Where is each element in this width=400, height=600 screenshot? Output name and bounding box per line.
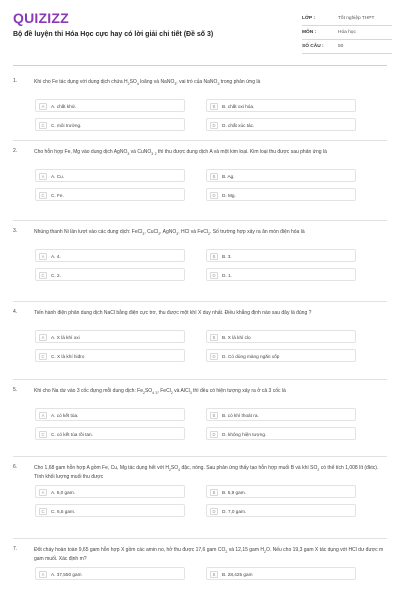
option-text: C. X là khí hiđro [51, 353, 85, 359]
answer-option-b[interactable] [206, 567, 356, 580]
subscript: 4 [136, 82, 139, 86]
answer-option-c[interactable] [35, 349, 185, 362]
option-text: B. có khí thoát ra. [222, 412, 259, 418]
question-text [34, 464, 384, 481]
question-text-part: có thể tích 1,008 lít (đktc). Tính khối lượng muối thu được [34, 465, 379, 480]
subscript: 2 [168, 468, 171, 472]
question-divider [13, 140, 387, 141]
answer-option-a[interactable] [35, 485, 185, 498]
option-letter-box: A [39, 173, 47, 180]
question-text [34, 228, 384, 237]
answer-option-c[interactable] [35, 427, 185, 440]
quizizz-logo: QUIZIZZ [13, 10, 69, 26]
option-letter-box: C [39, 353, 47, 360]
option-letter-box: B [210, 334, 218, 341]
option-letter-box: A [39, 571, 47, 578]
question-text-part: Cho 1,68 gam hỗn hợp A gồm Fe, Cu, Mg tác dụng hết với H [34, 465, 169, 471]
option-text: D. Có dùng màng ngăn xốp [222, 353, 280, 359]
subscript: 3 [155, 391, 158, 395]
answer-option-d[interactable] [206, 427, 356, 440]
option-letter-box: C [39, 272, 47, 279]
option-text: A. 6,0 gam. [51, 489, 75, 495]
option-letter-box: D [210, 122, 218, 129]
question-divider [13, 456, 387, 457]
subscript: 2 [154, 152, 157, 156]
question-number: 3. [13, 228, 18, 234]
option-text: A. 37,550 gam [51, 571, 82, 577]
subscript: 2 [264, 550, 266, 554]
question-text-part: đặc, nóng. Sau phản ứng thấy tạo hỗn hợp muối B và khí SO [180, 465, 318, 471]
meta-count-row [302, 40, 392, 54]
option-text: B. 28,425 gam [222, 571, 253, 577]
option-text: C. Fe. [51, 192, 64, 198]
option-text: C. môi trường. [51, 122, 82, 128]
option-letter-box: C [39, 122, 47, 129]
option-letter-box: C [39, 192, 47, 199]
question-text-part: và CuNO [129, 149, 152, 155]
question-divider [13, 379, 387, 380]
subscript: 2 [170, 391, 173, 395]
answer-option-d[interactable] [206, 349, 356, 362]
option-letter-box: B [210, 571, 218, 578]
subscript: 2 [207, 232, 210, 236]
answer-option-b[interactable] [206, 169, 356, 182]
answer-option-d[interactable] [206, 188, 356, 201]
option-text: D. chất xúc tác. [222, 122, 255, 128]
meta-count-label: SỐ CÂU : [302, 44, 324, 49]
subscript: 3 [217, 82, 220, 86]
question-text-part: SO [129, 79, 137, 85]
subscript: 3 [189, 391, 192, 395]
question-number: 1. [13, 78, 18, 84]
option-letter-box: D [210, 192, 218, 199]
option-letter-box: A [39, 489, 47, 496]
answer-option-d[interactable] [206, 504, 356, 517]
question-text [34, 148, 384, 157]
subscript: 2 [127, 82, 130, 86]
question-text [34, 546, 384, 563]
option-letter-box: C [39, 431, 47, 438]
option-text: C. 6,5 gam. [51, 508, 76, 514]
question-number: 2. [13, 148, 18, 154]
question-number: 4. [13, 309, 18, 315]
subscript: 3 [176, 232, 179, 236]
option-letter-box: B [210, 489, 218, 496]
question-text-part: O. Nếu cho 19,3 gam X tác dụng với HCl dư được m gam muối. Xác định m? [34, 547, 384, 562]
question-text [34, 78, 384, 87]
option-letter-box: A [39, 103, 47, 110]
option-text: D. Mg. [222, 192, 236, 198]
option-letter-box: A [39, 334, 47, 341]
subscript: 4 [152, 391, 155, 395]
answer-option-b[interactable] [206, 485, 356, 498]
subscript: 2 [158, 232, 161, 236]
option-letter-box: D [210, 272, 218, 279]
worksheet-header [0, 0, 400, 62]
meta-class-label: LỚP : [302, 16, 316, 21]
answer-option-a[interactable] [35, 169, 185, 182]
subscript: 3 [151, 152, 154, 156]
question-text-part: , FeCl [157, 388, 171, 394]
option-text: B. Ag. [222, 173, 235, 179]
question-text-part: , vai trò của NaNO [176, 79, 218, 85]
option-text: A. X là khí oxi [51, 334, 80, 340]
question-text-part: Khi cho Fe tác dụng với dung dịch chứa H [34, 79, 128, 85]
header-divider [13, 65, 387, 66]
option-text: A. 4. [51, 253, 61, 259]
question-text-part: loãng và NaNO [138, 79, 175, 85]
option-letter-box: D [210, 431, 218, 438]
option-letter-box: B [210, 412, 218, 419]
option-letter-box: B [210, 173, 218, 180]
question-text-part: Tiến hành điện phân dung dịch NaCl bằng điện cực trơ, thu được một khí X duy nhất. Điều khẳng định nào sau đây là đúng ? [34, 310, 312, 316]
option-letter-box: D [210, 508, 218, 515]
question-text-part: thì đều có hiện tượng xảy ra ở cả 3 cốc là [191, 388, 286, 394]
question-number: 5. [13, 387, 18, 393]
question-text-part: thì thu được dung dịch A và một kim loại. Kim loại thu được sau phản ứng là [156, 149, 327, 155]
question-text-part: SO [144, 388, 153, 394]
answer-option-a[interactable] [35, 249, 185, 262]
question-text-part: trong phản ứng là [219, 79, 261, 85]
answer-option-a[interactable] [35, 567, 185, 580]
question-text [34, 387, 384, 396]
subscript: 4 [178, 468, 181, 472]
meta-subject-row [302, 26, 392, 40]
option-text: A. có kết tủa. [51, 412, 79, 418]
meta-class-row [302, 12, 392, 26]
question-number: 6. [13, 464, 18, 470]
answer-option-b[interactable] [206, 99, 356, 112]
option-letter-box: B [210, 103, 218, 110]
option-text: A. Cu. [51, 173, 65, 179]
answer-option-a[interactable] [35, 99, 185, 112]
question-text-part: và AlCl [172, 388, 190, 394]
question-text-part: Khi cho Na dư vào 3 cốc đựng mỗi dung dịch: Fe [34, 388, 143, 394]
subscript: 2 [225, 550, 228, 554]
option-letter-box: A [39, 253, 47, 260]
meta-block [302, 12, 392, 54]
option-text: B. 5,9 gam. [222, 489, 246, 495]
question-text-part: , HCl và FeCl [178, 229, 208, 235]
subscript: 3 [142, 232, 145, 236]
question-text-part: và 12,15 gam H [227, 547, 264, 553]
option-text: D. không hiện tượng. [222, 431, 267, 437]
subscript: 3 [174, 82, 177, 86]
option-letter-box: D [210, 353, 218, 360]
option-letter-box: A [39, 412, 47, 419]
question-text-part: , CuCl [144, 229, 159, 235]
question-text [34, 309, 384, 318]
subscript: 3 [127, 152, 130, 156]
option-text: A. chất khử. [51, 103, 77, 109]
subscript: 2 [142, 391, 145, 395]
option-letter-box: C [39, 508, 47, 515]
option-text: B. 3. [222, 253, 232, 259]
answer-option-b[interactable] [206, 408, 356, 421]
question-text-part: Cho hỗn hợp Fe, Mg vào dung dịch AgNO [34, 149, 128, 155]
option-text: D. 1. [222, 272, 232, 278]
answer-option-c[interactable] [35, 268, 185, 281]
answer-option-d[interactable] [206, 268, 356, 281]
meta-count-value: 50 [338, 44, 344, 49]
answer-option-d[interactable] [206, 118, 356, 131]
answer-option-b[interactable] [206, 249, 356, 262]
question-divider [13, 538, 387, 539]
option-text: B. X là khí clo [222, 334, 251, 340]
answer-option-c[interactable] [35, 188, 185, 201]
option-text: C. 2. [51, 272, 61, 278]
option-text: C. có kết tủa rồi tan. [51, 431, 93, 437]
option-letter-box: B [210, 253, 218, 260]
meta-subject-label: MÔN : [302, 30, 317, 35]
question-divider [13, 301, 387, 302]
option-text: D. 7,0 gam. [222, 508, 247, 514]
subscript: 2 [317, 468, 320, 472]
answer-option-b[interactable] [206, 330, 356, 343]
question-number: 7. [13, 546, 18, 552]
question-text-part: Đốt cháy hoàn toàn 9,65 gam hỗn hợp X gồm các amin no, hở thu được 17,6 gam CO [34, 547, 226, 553]
page-title: Bộ đề luyện thi Hóa Học cực hay có lời giải chi tiết (Đề số 3) [13, 31, 214, 38]
question-text-part: , AgNO [160, 229, 177, 235]
question-text-part: SO [170, 465, 179, 471]
answer-option-c[interactable] [35, 504, 185, 517]
meta-subject-value: Hóa học [338, 30, 356, 35]
answer-option-c[interactable] [35, 118, 185, 131]
answer-option-a[interactable] [35, 330, 185, 343]
option-text: B. chất oxi hóa. [222, 103, 255, 109]
question-divider [13, 220, 387, 221]
meta-class-value: Tốt nghiệp THPT [338, 16, 375, 21]
question-text-part: . Số trường hợp xảy ra ăn mòn điện hóa là [209, 229, 305, 235]
answer-option-a[interactable] [35, 408, 185, 421]
question-text-part: Nhúng thanh Ni lần lượt vào các dung dịch: FeCl [34, 229, 143, 235]
